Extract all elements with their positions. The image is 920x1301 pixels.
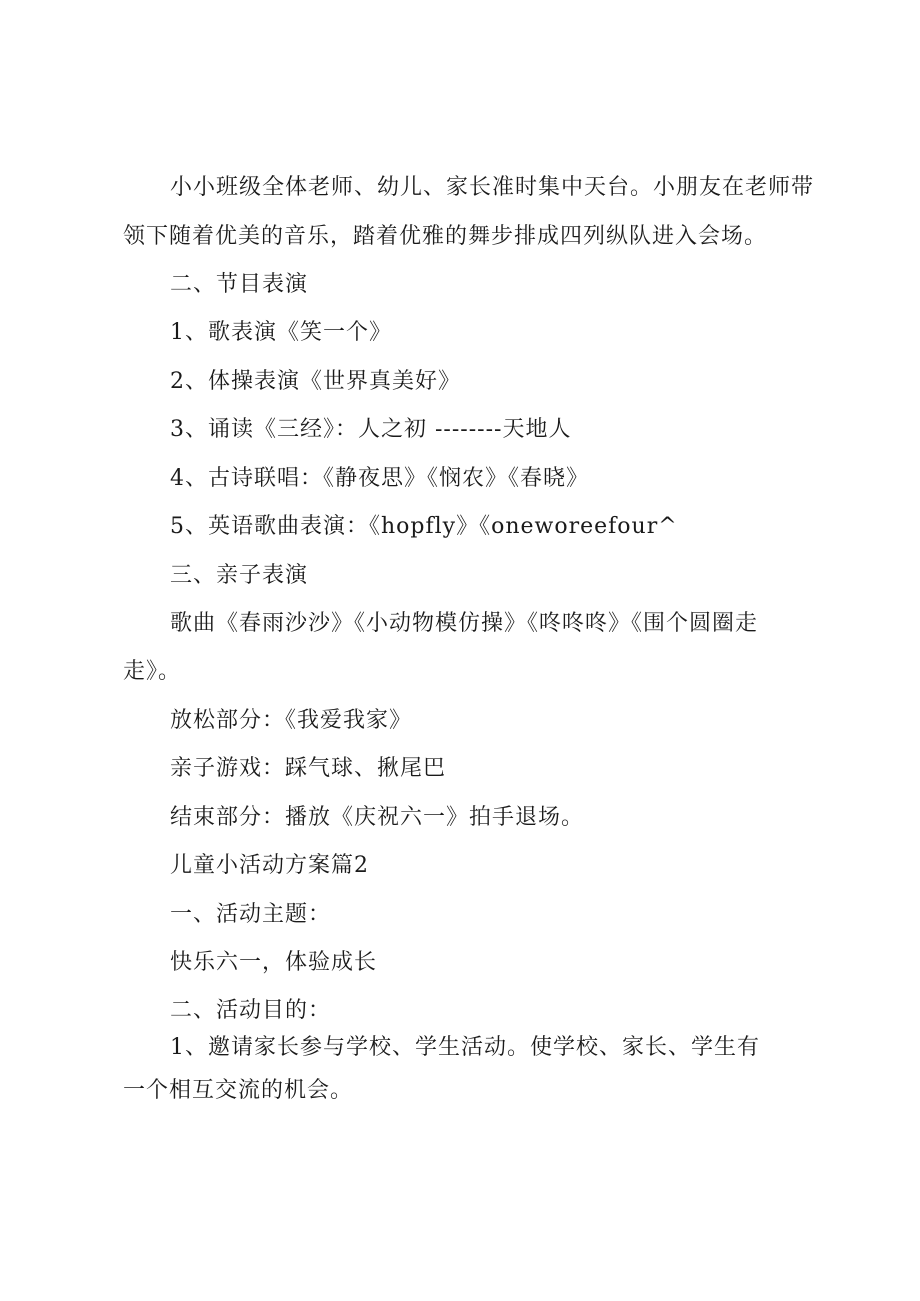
relax-part: 放松部分：《我爱我家》 — [170, 708, 413, 733]
purpose-item-1-line-2: 一个相互交流的机会。 — [123, 1078, 354, 1103]
parent-child-games: 亲子游戏：踩气球、揪尾巴 — [170, 756, 447, 781]
program-item-2: 2、体操表演《世界真美好》 — [170, 369, 461, 394]
activity-purpose-heading: 二、活动目的： — [170, 998, 332, 1023]
section-heading-parent-child: 三、亲子表演 — [170, 563, 309, 588]
ending-part: 结束部分：播放《庆祝六一》拍手退场。 — [170, 805, 585, 830]
songs-line-2: 走》。 — [123, 659, 182, 684]
activity-theme-text: 快乐六一，体验成长 — [170, 950, 378, 975]
program-item-1: 1、歌表演《笑一个》 — [170, 320, 392, 345]
paragraph-opening-line-1: 小小班级全体老师、幼儿、家长准时集中天台。小朋友在老师带 — [170, 175, 815, 200]
purpose-item-1-line-1: 1、邀请家长参与学校、学生活动。使学校、家长、学生有 — [170, 1035, 760, 1060]
activity-theme-heading: 一、活动主题： — [170, 902, 332, 927]
songs-line-1: 歌曲《春雨沙沙》《小动物模仿操》《咚咚咚》《围个圆圈走 — [170, 611, 759, 636]
program-item-3: 3、诵读《三经》：人之初 --------天地人 — [170, 417, 572, 442]
program-item-5: 5、英语歌曲表演：《hopfly》《oneworeefour^ — [170, 514, 678, 539]
paragraph-opening-line-2: 领下随着优美的音乐，踏着优雅的舞步排成四列纵队进入会场。 — [123, 224, 768, 249]
program-item-4: 4、古诗联唱：《静夜思》《悯农》《春晓》 — [170, 466, 589, 491]
plan-title-2: 儿童小活动方案篇2 — [170, 853, 369, 878]
section-heading-program: 二、节目表演 — [170, 272, 309, 297]
